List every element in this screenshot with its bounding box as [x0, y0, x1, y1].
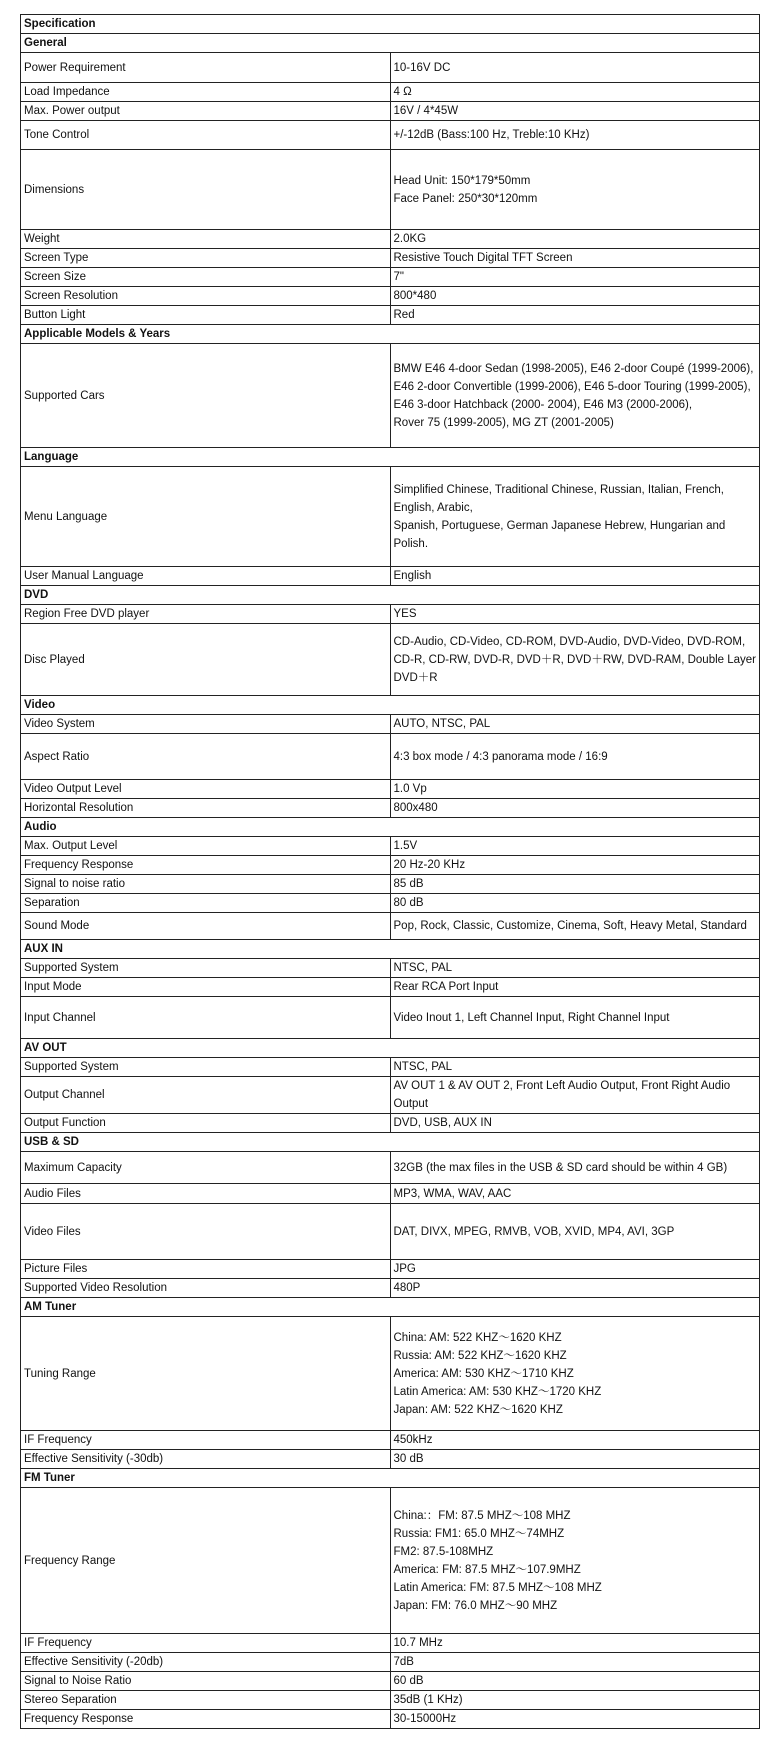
spec-value: MP3, WMA, WAV, AAC [390, 1184, 760, 1204]
spec-row [21, 799, 760, 818]
spec-value: 20 Hz-20 KHz [390, 856, 760, 875]
spec-value: Rear RCA Port Input [390, 978, 760, 997]
section-title: Specification [21, 15, 760, 34]
spec-label: Dimensions [21, 150, 391, 230]
section-title: FM Tuner [21, 1469, 760, 1488]
spec-row [21, 1077, 760, 1114]
spec-row [21, 780, 760, 799]
spec-label: Weight [21, 230, 391, 249]
spec-row [21, 894, 760, 913]
spec-value: 16V / 4*45W [390, 102, 760, 121]
spec-row [21, 53, 760, 83]
section-header-row [21, 1469, 760, 1488]
specification-table-body [21, 15, 760, 1729]
spec-value: 1.5V [390, 837, 760, 856]
spec-row [21, 1204, 760, 1260]
spec-label: Stereo Separation [21, 1691, 391, 1710]
spec-value: 85 dB [390, 875, 760, 894]
spec-label: Signal to noise ratio [21, 875, 391, 894]
spec-label: Supported System [21, 1058, 391, 1077]
spec-row [21, 249, 760, 268]
section-title: General [21, 34, 760, 53]
spec-label: User Manual Language [21, 567, 391, 586]
section-header-row [21, 15, 760, 34]
spec-label: Effective Sensitivity (-20db) [21, 1653, 391, 1672]
spec-label: Output Function [21, 1114, 391, 1133]
spec-row [21, 913, 760, 940]
spec-row [21, 268, 760, 287]
spec-row [21, 997, 760, 1039]
spec-row [21, 1317, 760, 1431]
spec-row [21, 1672, 760, 1691]
spec-row [21, 102, 760, 121]
spec-label: Signal to Noise Ratio [21, 1672, 391, 1691]
spec-label: Region Free DVD player [21, 605, 391, 624]
spec-label: Supported Video Resolution [21, 1279, 391, 1298]
section-header-row [21, 1133, 760, 1152]
section-title: AV OUT [21, 1039, 760, 1058]
spec-value: 10.7 MHz [390, 1634, 760, 1653]
spec-label: Output Channel [21, 1077, 391, 1114]
spec-label: Max. Power output [21, 102, 391, 121]
spec-row [21, 230, 760, 249]
spec-value: Video Inout 1, Left Channel Input, Right Channel Input [390, 997, 760, 1039]
spec-label: Aspect Ratio [21, 734, 391, 780]
spec-value: 4:3 box mode / 4:3 panorama mode / 16:9 [390, 734, 760, 780]
section-header-row [21, 34, 760, 53]
spec-label: Sound Mode [21, 913, 391, 940]
spec-label: Screen Type [21, 249, 391, 268]
spec-row [21, 1260, 760, 1279]
spec-label: Audio Files [21, 1184, 391, 1204]
section-header-row [21, 448, 760, 467]
section-title: DVD [21, 586, 760, 605]
section-header-row [21, 586, 760, 605]
spec-value: AUTO, NTSC, PAL [390, 715, 760, 734]
spec-value: 80 dB [390, 894, 760, 913]
spec-label: Load Impedance [21, 83, 391, 102]
spec-label: Screen Size [21, 268, 391, 287]
spec-row [21, 734, 760, 780]
section-header-row [21, 940, 760, 959]
spec-row [21, 1634, 760, 1653]
spec-value: 7" [390, 268, 760, 287]
spec-value: 10-16V DC [390, 53, 760, 83]
spec-row [21, 83, 760, 102]
spec-label: Frequency Response [21, 856, 391, 875]
specification-table [20, 14, 760, 1729]
spec-value: Pop, Rock, Classic, Customize, Cinema, Soft, Heavy Metal, Standard [390, 913, 760, 940]
spec-value: 2.0KG [390, 230, 760, 249]
spec-label: Menu Language [21, 467, 391, 567]
spec-value: 480P [390, 1279, 760, 1298]
spec-row [21, 978, 760, 997]
spec-row [21, 121, 760, 150]
spec-label: Horizontal Resolution [21, 799, 391, 818]
section-header-row [21, 1039, 760, 1058]
spec-value: BMW E46 4-door Sedan (1998-2005), E46 2-door Coupé (1999-2006), E46 2-door Convertible (1999-2006), E46 5-door Touring (1999-2005), E46 3-door Hatchback (2000- 2004), E46 M3 (2000-2006), Rover 75 (1999-2005), MG ZT (2001-2005) [390, 344, 760, 448]
spec-value: English [390, 567, 760, 586]
spec-row [21, 605, 760, 624]
spec-value: 4 Ω [390, 83, 760, 102]
spec-value: DAT, DIVX, MPEG, RMVB, VOB, XVID, MP4, AVI, 3GP [390, 1204, 760, 1260]
spec-row [21, 1279, 760, 1298]
spec-label: Tuning Range [21, 1317, 391, 1431]
spec-row [21, 1691, 760, 1710]
spec-value: 32GB (the max files in the USB & SD card should be within 4 GB) [390, 1152, 760, 1184]
spec-value: 30-15000Hz [390, 1710, 760, 1729]
spec-label: Supported Cars [21, 344, 391, 448]
spec-row [21, 467, 760, 567]
spec-label: Input Mode [21, 978, 391, 997]
section-title: AUX IN [21, 940, 760, 959]
spec-row [21, 837, 760, 856]
spec-row [21, 150, 760, 230]
spec-value: China: AM: 522 KHZ～1620 KHZ Russia: AM: 522 KHZ～1620 KHZ America: AM: 530 KHZ～1710 KHZ Latin America: AM: 530 KHZ～1720 KHZ Japan: AM: 522 KHZ～1620 KHZ [390, 1317, 760, 1431]
spec-value: CD-Audio, CD-Video, CD-ROM, DVD-Audio, DVD-Video, DVD-ROM, CD-R, CD-RW, DVD-R, DVD＋R, DVD＋RW, DVD-RAM, Double Layer DVD＋R [390, 624, 760, 696]
spec-value: 7dB [390, 1653, 760, 1672]
spec-label: IF Frequency [21, 1431, 391, 1450]
spec-label: Video Files [21, 1204, 391, 1260]
spec-value: +/-12dB (Bass:100 Hz, Treble:10 KHz) [390, 121, 760, 150]
spec-value: 60 dB [390, 1672, 760, 1691]
spec-value: NTSC, PAL [390, 1058, 760, 1077]
spec-label: Video Output Level [21, 780, 391, 799]
spec-label: Supported System [21, 959, 391, 978]
spec-row [21, 344, 760, 448]
spec-label: Power Requirement [21, 53, 391, 83]
spec-row [21, 287, 760, 306]
spec-value: 800*480 [390, 287, 760, 306]
section-title: Video [21, 696, 760, 715]
spec-row [21, 624, 760, 696]
spec-value: China:：FM: 87.5 MHZ～108 MHZ Russia: FM1: 65.0 MHZ～74MHZ FM2: 87.5-108MHZ America: FM: 87.5 MHZ～107.9MHZ Latin America: FM: 87.5 MHZ～108 MHZ Japan: FM: 76.0 MHZ～90 MHZ [390, 1488, 760, 1634]
spec-value: Red [390, 306, 760, 325]
section-title: Language [21, 448, 760, 467]
spec-label: Maximum Capacity [21, 1152, 391, 1184]
spec-row [21, 567, 760, 586]
section-header-row [21, 818, 760, 837]
section-title: Audio [21, 818, 760, 837]
spec-label: Video System [21, 715, 391, 734]
spec-label: Disc Played [21, 624, 391, 696]
spec-label: IF Frequency [21, 1634, 391, 1653]
spec-value: Resistive Touch Digital TFT Screen [390, 249, 760, 268]
spec-label: Picture Files [21, 1260, 391, 1279]
spec-row [21, 1450, 760, 1469]
spec-label: Tone Control [21, 121, 391, 150]
spec-value: 30 dB [390, 1450, 760, 1469]
spec-row [21, 1710, 760, 1729]
section-title: USB & SD [21, 1133, 760, 1152]
section-title: AM Tuner [21, 1298, 760, 1317]
spec-value: JPG [390, 1260, 760, 1279]
section-header-row [21, 1298, 760, 1317]
spec-label: Frequency Response [21, 1710, 391, 1729]
spec-row [21, 1184, 760, 1204]
spec-value: DVD, USB, AUX IN [390, 1114, 760, 1133]
spec-row [21, 1653, 760, 1672]
spec-row [21, 1152, 760, 1184]
spec-row [21, 306, 760, 325]
spec-value: 800x480 [390, 799, 760, 818]
spec-value: 35dB (1 KHz) [390, 1691, 760, 1710]
spec-row [21, 715, 760, 734]
spec-label: Button Light [21, 306, 391, 325]
spec-value: YES [390, 605, 760, 624]
spec-value: 450kHz [390, 1431, 760, 1450]
spec-value: Simplified Chinese, Traditional Chinese, Russian, Italian, French, English, Arabic, Spanish, Portuguese, German Japanese Hebrew, Hungarian and Polish. [390, 467, 760, 567]
spec-row [21, 1114, 760, 1133]
spec-row [21, 1431, 760, 1450]
spec-label: Frequency Range [21, 1488, 391, 1634]
spec-row [21, 875, 760, 894]
spec-row [21, 856, 760, 875]
spec-row [21, 1058, 760, 1077]
spec-label: Max. Output Level [21, 837, 391, 856]
spec-label: Screen Resolution [21, 287, 391, 306]
spec-label: Effective Sensitivity (-30db) [21, 1450, 391, 1469]
section-header-row [21, 325, 760, 344]
spec-value: NTSC, PAL [390, 959, 760, 978]
spec-label: Separation [21, 894, 391, 913]
section-title: Applicable Models & Years [21, 325, 760, 344]
spec-row [21, 1488, 760, 1634]
spec-value: AV OUT 1 & AV OUT 2, Front Left Audio Output, Front Right Audio Output [390, 1077, 760, 1114]
spec-label: Input Channel [21, 997, 391, 1039]
spec-value: Head Unit: 150*179*50mm Face Panel: 250*30*120mm [390, 150, 760, 230]
spec-row [21, 959, 760, 978]
section-header-row [21, 696, 760, 715]
spec-value: 1.0 Vp [390, 780, 760, 799]
